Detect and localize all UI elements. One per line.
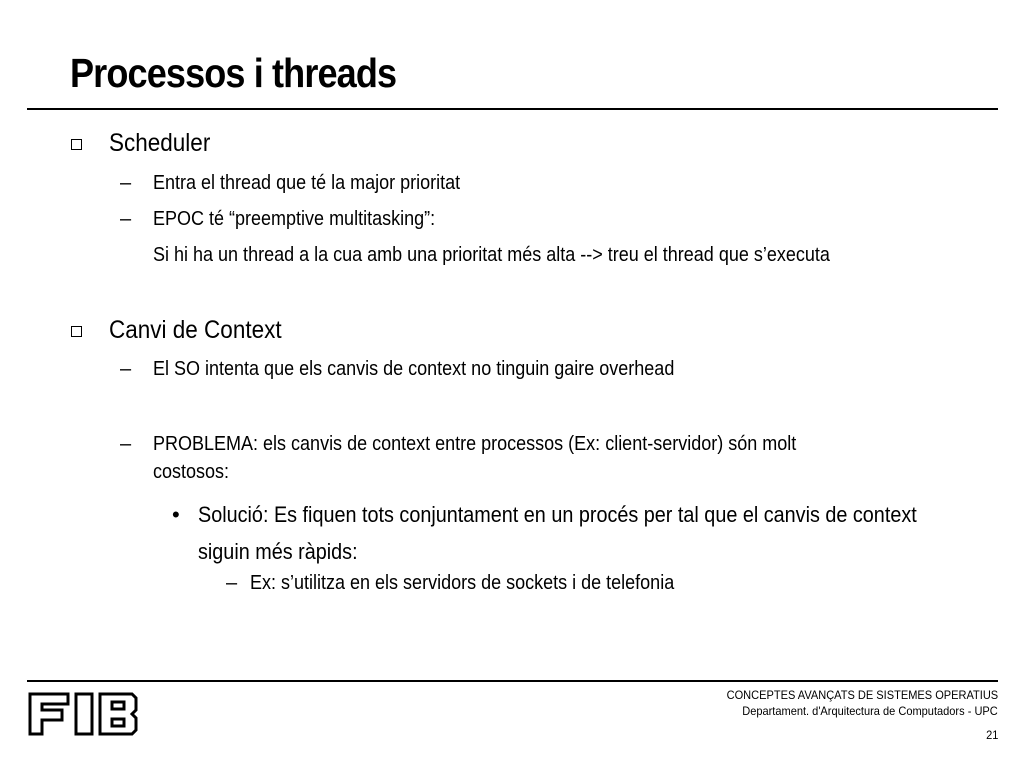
context-item-1: El SO intenta que els canvis de context no tinguin gaire overhead xyxy=(153,358,675,380)
title-divider xyxy=(27,108,998,110)
footer-department: Departament. d'Arquitectura de Computadors - UPC xyxy=(742,704,998,718)
bullet-scheduler: Scheduler xyxy=(109,129,211,157)
scheduler-item-2-continuation: Si hi ha un thread a la cua amb una prioritat més alta --> treu el thread que s’executa xyxy=(153,244,830,266)
context-item-2-continuation: costosos: xyxy=(153,461,230,483)
dash-marker: – xyxy=(226,572,238,594)
dash-marker: – xyxy=(120,208,132,230)
bullet-canvi-de-context: Canvi de Context xyxy=(109,316,282,344)
scheduler-item-2: EPOC té “preemptive multitasking”: xyxy=(153,208,436,230)
page-number: 21 xyxy=(985,728,998,742)
solution-example: Ex: s’utilitza en els servidors de sockets i de telefonia xyxy=(250,572,675,594)
context-item-2: PROBLEMA: els canvis de context entre processos (Ex: client-servidor) són molt xyxy=(153,433,797,455)
dot-marker: • xyxy=(172,502,180,527)
square-bullet-icon xyxy=(71,139,82,150)
footer-divider xyxy=(27,680,998,682)
scheduler-item-1: Entra el thread que té la major prioritat xyxy=(153,172,461,194)
fib-logo xyxy=(26,690,140,738)
square-bullet-icon xyxy=(71,326,82,337)
dash-marker: – xyxy=(120,358,132,380)
dash-marker: – xyxy=(120,172,132,194)
dash-marker: – xyxy=(120,433,132,455)
footer-course: CONCEPTES AVANÇATS DE SISTEMES OPERATIUS xyxy=(726,688,998,702)
solution-line-2: siguin més ràpids: xyxy=(198,539,358,564)
solution-line-1: Solució: Es fiquen tots conjuntament en un procés per tal que el canvis de context xyxy=(198,502,917,527)
slide-title: Processos i threads xyxy=(70,50,397,96)
